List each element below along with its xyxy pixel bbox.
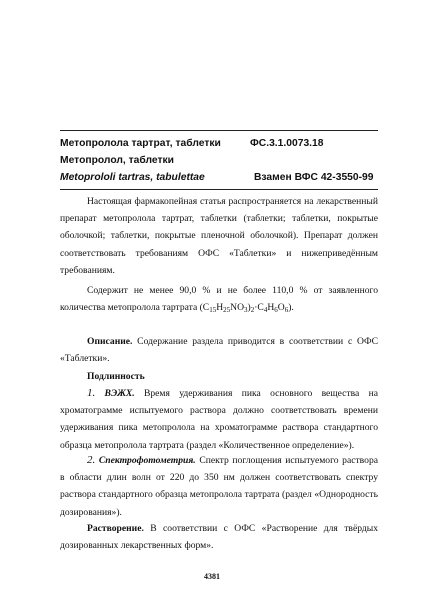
article-subtitle: Метопролол, таблетки <box>60 155 175 166</box>
dissolution-paragraph <box>60 520 378 554</box>
content-text: Содержит не менее 90,0 % и не более 110,0 % от заявленного количества метопролола тартрата (C <box>60 285 378 314</box>
intro-paragraph: Настоящая фармакопейная статья распространяется на лекарственный препарат метопролола тартрат, таблетки (таблетки; таблетки, покрытые оболочкой; таблетки, покрытые пленочной оболочкой). Препарат должен соответствовать требованиям ОФС «Таблетки» и нижеприведённым требованиям. <box>60 196 378 276</box>
article-title: Метопролола тартрат, таблетки <box>60 138 221 149</box>
formula-sub: 6 <box>274 306 278 315</box>
article-code: ФС.3.1.0073.18 <box>250 138 324 149</box>
formula-sub: 6 <box>284 306 289 315</box>
formula-part: H <box>216 302 224 314</box>
test-number: 1. <box>87 387 96 399</box>
formula-sub: 15 <box>209 306 217 315</box>
dissolution-heading: Растворение. <box>87 523 144 534</box>
formula-sub: 3 <box>244 306 248 315</box>
header-top-rule <box>60 130 378 131</box>
latin-title: Metoprololi tartras, tabulettae <box>60 172 205 183</box>
formula-sub: 25 <box>223 306 231 315</box>
test-text: Спектр поглощения испытуемого раствора в области длин волн от 220 до 350 нм должен соответствовать спектру раствора стандартного образца метопролола тартрата (раздел «Однородность дозирования»). <box>60 455 378 518</box>
formula-part: O <box>277 302 285 314</box>
content-paragraph <box>60 282 378 319</box>
replaces-code: Взамен ВФС 42-3550-99 <box>254 172 374 183</box>
identity-heading: Подлинность <box>87 371 145 382</box>
header-bottom-rule <box>60 189 378 190</box>
formula-sub: 2 <box>250 306 255 315</box>
identity-test-1 <box>60 385 378 454</box>
formula-part: ·C <box>254 302 264 314</box>
description-paragraph <box>60 333 378 367</box>
description-text: Содержание раздела приводится в соответствии с ОФС «Таблетки». <box>60 336 378 365</box>
test-method: ВЭЖХ. <box>95 388 135 399</box>
test-method: Спектрофотометрия. <box>95 455 196 466</box>
dissolution-text: В соответствии с ОФС «Растворение для твёрдых дозированных лекарственных форм». <box>60 523 378 552</box>
test-number: 2. <box>87 454 96 466</box>
formula-part: ) <box>247 302 251 314</box>
description-heading: Описание. <box>87 336 133 347</box>
test-text: Время удерживания пика основного вещества на хроматограмме испытуемого раствора должно соответствовать времени удерживания пика метопролола на хроматограмме раствора стандартного образца метопролола тартрата (раздел «Количественное определение»). <box>60 388 378 451</box>
page-number: 4381 <box>204 572 220 581</box>
formula-part: H <box>267 302 275 314</box>
formula-part: ). <box>288 302 294 314</box>
formula-part: NO <box>230 302 245 314</box>
identity-test-2 <box>60 452 378 521</box>
formula-sub: 4 <box>263 306 268 315</box>
